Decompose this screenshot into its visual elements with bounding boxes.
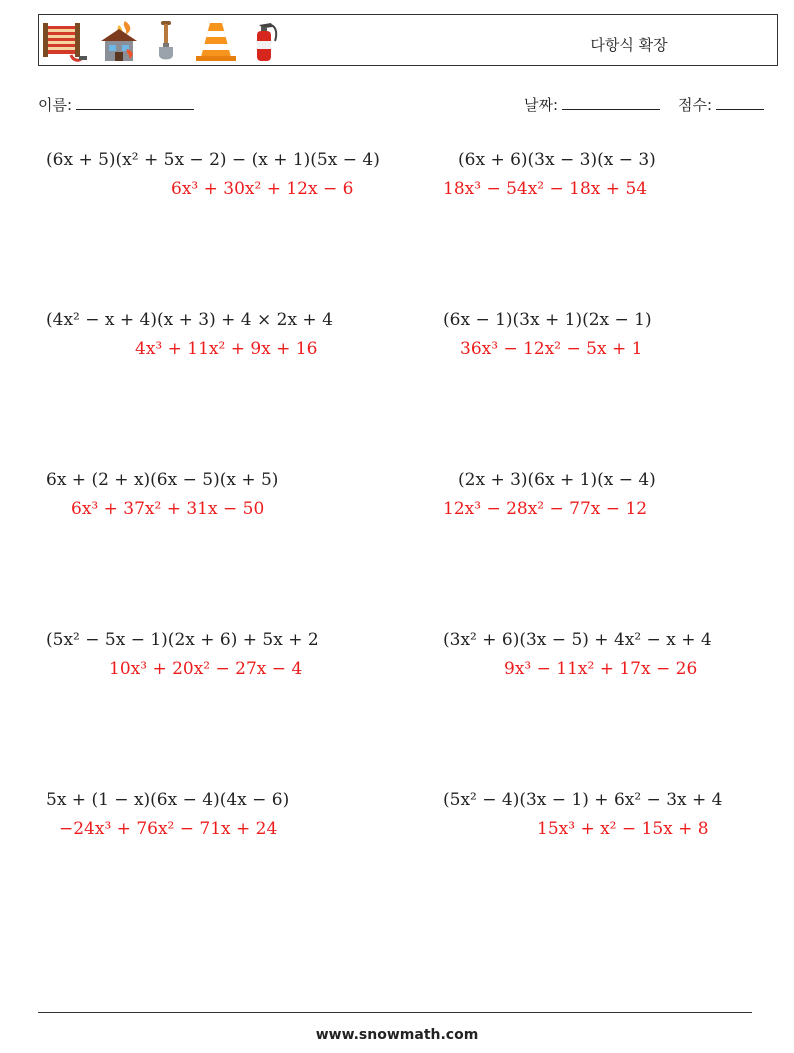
problem-answer: −24x³ + 76x² − 71x + 24: [59, 819, 278, 839]
problem-7: [46, 630, 376, 679]
shovel-icon: [149, 19, 183, 63]
problem-question: (6x − 1)(3x + 1)(2x − 1): [443, 310, 652, 330]
problem-question: (4x² − x + 4)(x + 3) + 4 × 2x + 4: [46, 310, 333, 330]
problem-question: 5x + (1 − x)(6x − 4)(4x − 6): [46, 790, 290, 810]
problem-question: (3x² + 6)(3x − 5) + 4x² − x + 4: [443, 630, 712, 650]
name-label: 이름:: [38, 96, 73, 114]
problem-question: (5x² − 4)(3x − 1) + 6x² − 3x + 4: [443, 790, 723, 810]
footer-url[interactable]: www.snowmath.com: [315, 1027, 479, 1043]
problem-10: [443, 790, 773, 839]
problem-4: [443, 310, 773, 359]
name-blank[interactable]: [76, 95, 194, 110]
fire-hose-icon: [41, 19, 89, 63]
problem-answer: 4x³ + 11x² + 9x + 16: [135, 339, 318, 359]
problem-6: [443, 470, 773, 519]
date-field[interactable]: [524, 94, 660, 115]
problem-question: 6x + (2 + x)(6x − 5)(x + 5): [46, 470, 279, 490]
problem-8: [443, 630, 773, 679]
problem-question: (2x + 3)(6x + 1)(x − 4): [458, 470, 656, 490]
problem-9: [46, 790, 376, 839]
problem-answer: 10x³ + 20x² − 27x − 4: [109, 659, 303, 679]
problem-answer: 18x³ − 54x² − 18x + 54: [443, 179, 648, 199]
problem-3: [46, 310, 376, 359]
problem-answer: 12x³ − 28x² − 77x − 12: [443, 499, 648, 519]
footer-divider: [38, 1012, 752, 1013]
date-label: 날짜:: [524, 96, 559, 114]
problem-question: (6x + 5)(x² + 5x − 2) − (x + 1)(5x − 4): [46, 150, 380, 170]
problem-question: (6x + 6)(3x − 3)(x − 3): [458, 150, 656, 170]
problem-answer: 15x³ + x² − 15x + 8: [537, 819, 709, 839]
problem-1: [46, 150, 380, 199]
worksheet-title: 다항식 확장: [590, 36, 668, 54]
header-icons: [41, 18, 279, 64]
problem-5: [46, 470, 376, 519]
problem-answer: 6x³ + 37x² + 31x − 50: [71, 499, 265, 519]
problem-answer: 9x³ − 11x² + 17x − 26: [504, 659, 698, 679]
score-blank[interactable]: [716, 95, 764, 110]
score-label: 점수:: [678, 96, 713, 114]
problem-answer: 36x³ − 12x² − 5x + 1: [460, 339, 643, 359]
date-blank[interactable]: [562, 95, 660, 110]
burning-house-icon: [99, 19, 139, 63]
traffic-cone-icon: [193, 19, 239, 63]
name-field[interactable]: [38, 94, 194, 115]
problem-2: [443, 150, 773, 199]
score-field[interactable]: [678, 94, 764, 115]
problem-question: (5x² − 5x − 1)(2x + 6) + 5x + 2: [46, 630, 319, 650]
header-banner: [38, 14, 778, 66]
fire-extinguisher-icon: [249, 19, 279, 63]
problem-answer: 6x³ + 30x² + 12x − 6: [171, 179, 354, 199]
